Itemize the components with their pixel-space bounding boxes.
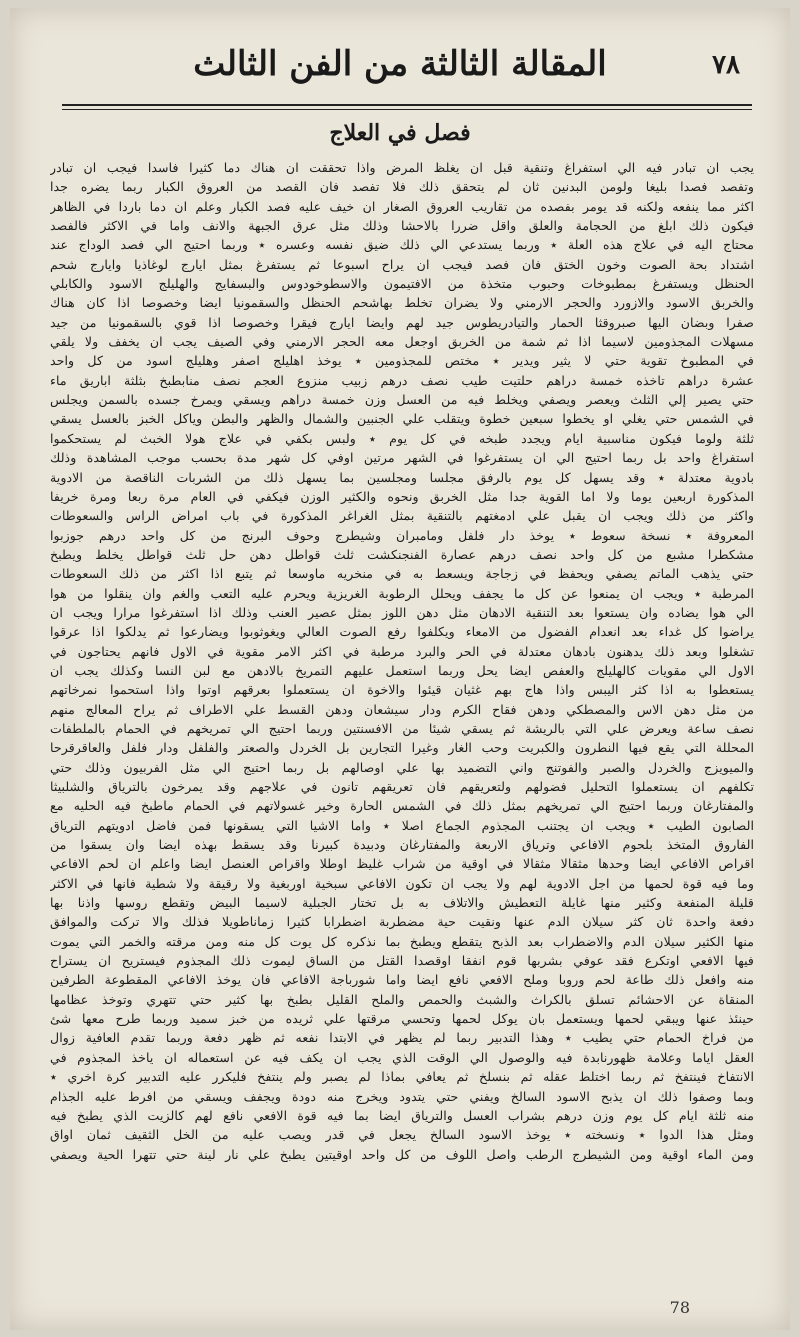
text-line: يجب ان تبادر فيه الي استفراغ وتنقية قبل ان يغلظ المرض واذا تحققت ان هناك دما كثيرا فاسدا فيجب ان تبادر [50,160,754,175]
header-rule [62,104,752,106]
text-line: مشكطرا مشبع من كل واحد نصف درهم عصارة الفنجنكشت ثلث قواطل دهن حل ثلث قواطل يخلط ويطبخ [50,546,754,562]
text-line: واكثر من ذلك ويجب ان يقبل علي ادمغتهم بالتنقية بمثل الغراغر المذكورة في باب امراض الراس والسعوطات [50,508,754,524]
text-line: المنقاة عن الاحشائم تسلق بالكراث والشبث والحمص والملح القليل بطبخ بها كثير حتي تتهري وتوخذ عظامها [50,991,754,1007]
text-line: وبما وصفوا ذلك ان يذبح الاسود السالخ ويفني حتي يتدود ويخرج منه دودة ويجفف ويسقي من افرط عليه الجذام [50,1088,754,1104]
text-line: فيها الافعي اوتكرع فقد عوفي بشربها قوم انفقا اوقصدا القتل من الساق ليموت ذلك المجذوم فيستريح ان يستراح [50,953,754,969]
text-line: والميويزج والخردل والصبر والفوتنج واني التضميد بها علي اوصالهم بل ربما احتيج الي مثل الفربيون وذلك حتي [50,759,754,775]
body-text [50,158,754,1293]
text-line: تكلفهم ان يستعملوا التحليل فضولهم ولتعريقهم فان تعريقهم تانون في علاجهم وقد يمرخون بالترياق والشلبيثا [50,779,754,794]
text-line: منه ثلثة ايام كل يوم وزن درهم بشراب العسل والترياق ايضا بما فيه قوة الافعي نافع لهم كالزيت الذي يطبخ فيه [50,1107,754,1123]
text-line: المرطبة ٭ ويجب ان يمنعوا عن كل ما يجفف ويحلل الرطوبة الغريزية ويحرم عليه التعب والغم وان ينقلوا من هوا [50,585,754,601]
text-line: يراضوا كل غداء بعد انعدام الفضول من الامعاء ويكلفوا رفع الصوت العالي ويغوثوبوا ويضارعوا ثم يدلكوا اذا عرقوا [50,624,754,640]
text-line: فيكون ذلك ابلغ من الحجامة والعلق واقل ضررا بالاحشا وذلك مثل عرق الجبهة والانف واما في الاكثر فالفصد [50,218,754,234]
book-page [10,8,790,1330]
text-line: في الشمس حتي يغلي او يخطوا سبعين خطوة ويتقلب علي الجنبين والشمال والظهر والبطن وياكل الخبز بالعسل يسقي [50,411,754,427]
folio-number: ٧٨ [712,50,740,80]
text-line: دفعة واحدة ثان كثر سيلان الدم عنها ونقيت حية مضطربة اضطرابا كثيرا زماناطويلا فذلك والا تركت والموافق [50,914,754,930]
text-line: والخربق الاسود والازورد والحجر الارمني ولا يضران تخلط بهاشحم الحنظل والسقمونيا ايضا وخصوصا اذا كان هناك [50,295,754,311]
text-line: المذكورة اربعين يوما ولا اما القوية جدا مثل الخربق ونحوه والكثير الوزن فيكفي في العام مرة ربعا ومرة خريفا [50,488,754,504]
page-number: 78 [669,1298,690,1317]
text-line: الفاروق المتخذ بلحوم الافاعي وترياق الاربعة والمفتارغان ودبيدة كبيرنا وقد يسقط بهذه ايضا وان يسقوا من [50,837,754,853]
text-line: صفرا وبضان اليها صبروقثا الحمار والتيادريطوس جيد لهم وايضا ايارج فيقرا وخصوصا اذا قوي بالسقمونيا من جيد [50,314,754,330]
text-line: من مثل دهن الاس والمصطكي ودهن فقاح الكرم ودار سيشعان ودهن القسط علي الاطراف ثم يراح المعالج منهم [50,701,754,717]
text-line: ثلثة ولوما فيكون مناسبية ايام ويجدد طبخه في كل يوم ٭ ولبس بكفي في علاج هولا الخبث لم يستحكموا [50,430,754,446]
text-line: الاول الي مقويات كالهليلج والعفص ايضا يحل وربما استعمل عليهم التمريخ بالادهن مع لبن النسا وكذلك يجب ان [50,662,754,678]
text-line: حتي يصير إلي الثلث ويعصر ويصفي ويخلط فيه من العسل وزن خمسة دراهم ويسقي ويمرخ جسده بالسمن ويجلس [50,392,754,408]
text-line: وما فيه قوة لحمها من اجل الادوية لهم ولا يجب ان تكون الافاعي سبخية اوربغية ولا رقيقة ولا شطية فانها في الاكثر [50,875,754,891]
text-line: بادوية معتدلة ٭ وقد يسهل كل يوم بالرفق مجلسا ومجلسين بما يسهل ذلك من الشربات الناقصة من الادوية [50,469,754,485]
text-line: مسهلات المجذومين لاسيما اذا ثم شمة من الخربق اوجعل معه الحجر الارمني وفي الصيف يجب ان يخفف ولا يلقي [50,334,754,350]
text-line: من فراخ الحمام حتي يطيب ٭ وهذا التدبير ربما لم يظهر في الابتدا نفعه ثم ظهر دفعة وربما تقدم العافية زوال [50,1030,754,1046]
running-header [50,28,750,88]
running-title: المقالة الثالثة من الفن الثالث [193,44,607,84]
text-line: وتفصد فصدا بليغا ولومن البدنين ثان لم يتحقق ذلك فلا تفصد فان القصد من العروق الكبار ربما يضره جدا [50,179,754,195]
section-heading: فصل في العلاج [329,120,471,146]
text-line: الصابون الطيب ٭ ويجب ان يجتنب المجذوم الجماع اصلا ٭ واما الاشيا التي يسقونها فمن فاضل ادويتهم الترياق [50,817,754,833]
text-line: منه وافعل ذلك طاعة لحم وروبا وملح الافعي نافع ايضا واما شورباجة الافاعي فان يوخذ الافاعي المقطوعة الطرفين [50,972,754,988]
text-line: نصف ساعة ويعرض علي التي بالريشة ثم يسقي شيئا من الافسنتين وربما احتيج الي تمريخهم في الحمام بالملطفات [50,720,754,736]
text-line: العقل اياما وعلامة ظهورنابدة فيه والوصول الي الوقت الذي يجب ان يكف فيه عن استعماله ان ياخذ المجذوم في [50,1049,754,1065]
text-line: اشتداد بحة الصوت وخون الختق فان فصد فيجب ان يراح اسبوعا ثم يستفرغ بمثل ايارج لوغاذيا وايارج شحم [50,256,754,272]
text-line: المعروفة ٭ نسخة سعوط ٭ يوخذ دار فلفل ومامبران وشيطرج وحوف البرنج من كل واحد درهم جوزبوا [50,527,754,543]
header-rule-thin [62,109,752,110]
text-line: حينئذ عنها ويبقي لحمها ويستعمل بان يوكل لحمها وتحسي مرقتها علي ثريده من خبز سميد وربما طرح معها شئ [50,1011,754,1027]
text-line: منها الكثير سيلان الدم والاضطراب بعد الذبح يتقطع ويطبخ بما نذكره كل يوت كل منه ومن مرقته والخمر التي يموت [50,933,754,949]
text-line: ومن الماء اوقية ومن الشيطرج الرطب واصل اللوف من كل واحد اوقيتين يطبخ علي نار لينة حتي تتهرا الحية ويصفي [50,1146,754,1162]
text-line: ومثل هذا الدوا ٭ ونسخته ٭ يوخذ الاسود السالخ يجعل في قدر ويصب عليه من الخل الثقيف ثمان اواق [50,1127,754,1143]
text-line: قليلة المنفعة وكثير منها غايلة التعطيش والاتلاف به بل تختار الجبلية لاسيما البيض وتقطع روسها واذنا بها [50,895,754,911]
text-line: حتي يذهب الماتم يصفي ويحفظ في زجاجة ويسعط به في منخريه ماوسعا ثم يتبع اذا اكثر من ذلك السعوطات [50,566,754,582]
text-line: في المطبوخ تقوية حتي لا يثير ويدير ٭ مختص للمجذومين ٭ يوخذ اهليلج اصفر وهليلج اسود من كل واحد [50,353,754,369]
text-line: يستعطوا به اذا كثر اليبس واذا هاج بهم غثيان قيئوا والاخوة ان يستعملوا بعرقهم اوتوا واذا استحموا نمرخاتهم [50,682,754,698]
text-line: الانتفاخ فينتفخ ثم ربما اختلط عقله ثم بنسلخ ثم يعافي بماذا لم يصبر ولم ينتفخ فليكرر عليه التدبير كرة اخري ٭ [50,1069,754,1085]
text-line: الي هوا يضاده وان يستعوا بعد التنقية الادهان مثل دهن اللوز بمثل عصير العنب وذلك اذا استفرغوا مرارا ويجب ان [50,604,754,620]
text-line: الحنظل ويستفرغ بمطبوخات وحبوب متخذة من الافتيمون والاسطوخودوس والبسفايج والهليلج الاسود والكابلي [50,276,754,292]
text-line: تشغلوا وبعد ذلك يدهنون بادهان معتدلة في الحر والبرد مرطبة في اكثر الامر مقوية في الاول فانهم يحتاجون في [50,643,754,659]
text-line: المحللة التي يقع فيها النطرون والكبريت وحب الغار وغيرا التجارين بل الخردل والصعتر والفلفل ودار فلفل والعاقرقرحا [50,740,754,756]
text-line: اكثر مما ينفعه ولكنه قد يومر بفصده من تقاريب العروق الصغار ان خيف عليه فصد الكبار وعلم ان دما باردا في الظاهر [50,198,754,214]
text-line: اقراص الافاعي ايضا وحدها مثقالا مثقالا في اوقية من شراب غليظ اوطلا واقراص العنصل ايضا واعلم ان لحم الافاعي [50,856,754,872]
text-line: عشرة دراهم تاخذه خمسة دراهم حلتيت طيب نصف درهم زبيب منزوع العجم نصف منابطبخ بثلثة اباريق ماء [50,372,754,388]
text-line: والمفتارغان وربما احتيج الي تمريخهم بمثل ذلك في الشمس الحارة وخير غسولاتهم في الحمام ماطبخ فيه الحليه مع [50,798,754,814]
text-line: محتاج اليه في علاج هذه العلة ٭ وربما يستدعي الي ذلك ضيق نفسه وعسره ٭ وربما احتيج الي فصد الوداج عند [50,237,754,253]
text-line: استفراغ واحد بل ربما احتيج الي ان يستفرغوا في الشهر مرتين اوفي كل شهر مدة بحسب موجب المشاهدة وذلك [50,450,754,466]
